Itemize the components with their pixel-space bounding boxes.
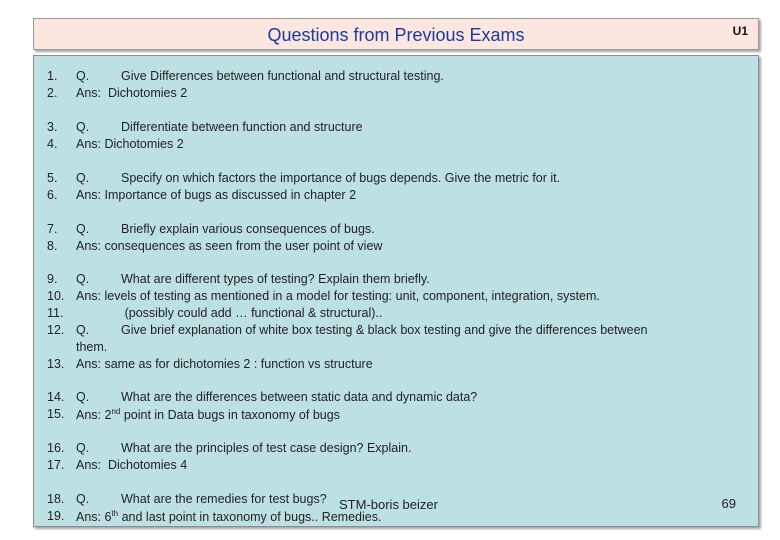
item-text [76, 289, 600, 303]
item-text [76, 509, 381, 524]
questions-panel [33, 55, 759, 527]
item-number: 17. [47, 458, 65, 472]
item-number: 4. [47, 137, 58, 151]
item-number: 8. [47, 239, 58, 253]
item-body-rest: point in Data bugs in taxonomy of bugs [120, 408, 340, 423]
item-text [76, 239, 382, 253]
item-number: 1. [47, 69, 58, 83]
item-text [76, 441, 411, 455]
item-number: 6. [47, 188, 58, 202]
item-number: 3. [47, 120, 58, 134]
question-marker: Q. [76, 272, 90, 286]
item-text [76, 171, 560, 185]
item-number: 14. [47, 390, 65, 404]
item-body: Ans: Dichotomies 4 [76, 458, 188, 472]
item-body: What are the differences between static data and dynamic data? [121, 390, 478, 404]
item-number: 19. [47, 509, 65, 523]
item-text [76, 492, 327, 506]
question-marker: Q. [76, 390, 90, 404]
item-body: Ans: 6 [76, 510, 112, 525]
item-text [76, 458, 187, 472]
item-text [76, 340, 107, 354]
item-body: Give brief explanation of white box testing & black box testing and give the differences between [121, 323, 648, 337]
item-body: Ans: 2 [76, 408, 112, 423]
item-text [76, 188, 356, 202]
unit-tag: U1 [732, 24, 748, 38]
question-marker: Q. [76, 441, 90, 455]
footer-author: STM-boris beizer [339, 497, 438, 512]
item-text [76, 272, 430, 286]
question-marker: Q. [76, 222, 90, 236]
item-body: Ans: Importance of bugs as discussed in chapter 2 [76, 188, 357, 202]
ordinal-suffix: nd [111, 407, 121, 416]
question-marker: Q. [76, 171, 90, 185]
item-number: 16. [47, 441, 65, 455]
ordinal-suffix: th [111, 509, 119, 518]
item-number: 13. [47, 357, 65, 371]
item-body: Briefly explain various consequences of bugs. [121, 222, 375, 236]
item-body: Give Differences between functional and structural testing. [121, 69, 444, 83]
item-text [76, 69, 444, 83]
item-number: 9. [47, 272, 58, 286]
item-body-rest: and last point in taxonomy of bugs.. Remedies. [118, 510, 382, 525]
item-number: 11. [47, 306, 64, 320]
item-body: them. [76, 340, 108, 354]
item-number: 10. [47, 289, 65, 303]
item-body: Ans: same as for dichotomies 2 : function vs structure [76, 357, 373, 371]
item-body: What are the remedies for test bugs? [121, 492, 327, 506]
item-body: (possibly could add … functional & structural).. [76, 306, 383, 320]
item-text [76, 390, 477, 404]
item-number: 15. [47, 407, 65, 421]
item-text [76, 137, 184, 151]
item-number: 18. [47, 492, 65, 506]
item-text [76, 323, 647, 337]
page-number: 69 [721, 496, 736, 511]
item-body: Ans: Dichotomies 2 [76, 86, 188, 100]
item-body: Ans: consequences as seen from the user point of view [76, 239, 383, 253]
item-number: 7. [47, 222, 58, 236]
question-marker: Q. [76, 69, 90, 83]
item-body: Ans: Dichotomies 2 [76, 137, 184, 151]
item-body: What are the principles of test case design? Explain. [121, 441, 412, 455]
question-marker: Q. [76, 323, 90, 337]
item-text [76, 357, 373, 371]
slide-header [33, 18, 759, 50]
item-text [76, 120, 363, 134]
item-text [76, 306, 382, 320]
item-text [76, 86, 187, 100]
item-number: 2. [47, 86, 58, 100]
item-body: What are different types of testing? Explain them briefly. [121, 272, 430, 286]
item-body: Specify on which factors the importance of bugs depends. Give the metric for it. [121, 171, 561, 185]
page-title: Questions from Previous Exams [267, 25, 525, 45]
item-body: Differentiate between function and structure [121, 120, 363, 134]
question-marker: Q. [76, 492, 90, 506]
item-number: 12. [47, 323, 65, 337]
question-marker: Q. [76, 120, 90, 134]
item-text [76, 222, 375, 236]
item-number: 5. [47, 171, 58, 185]
item-text [76, 407, 340, 422]
item-body: Ans: levels of testing as mentioned in a model for testing: unit, component, integration, system. [76, 289, 600, 303]
